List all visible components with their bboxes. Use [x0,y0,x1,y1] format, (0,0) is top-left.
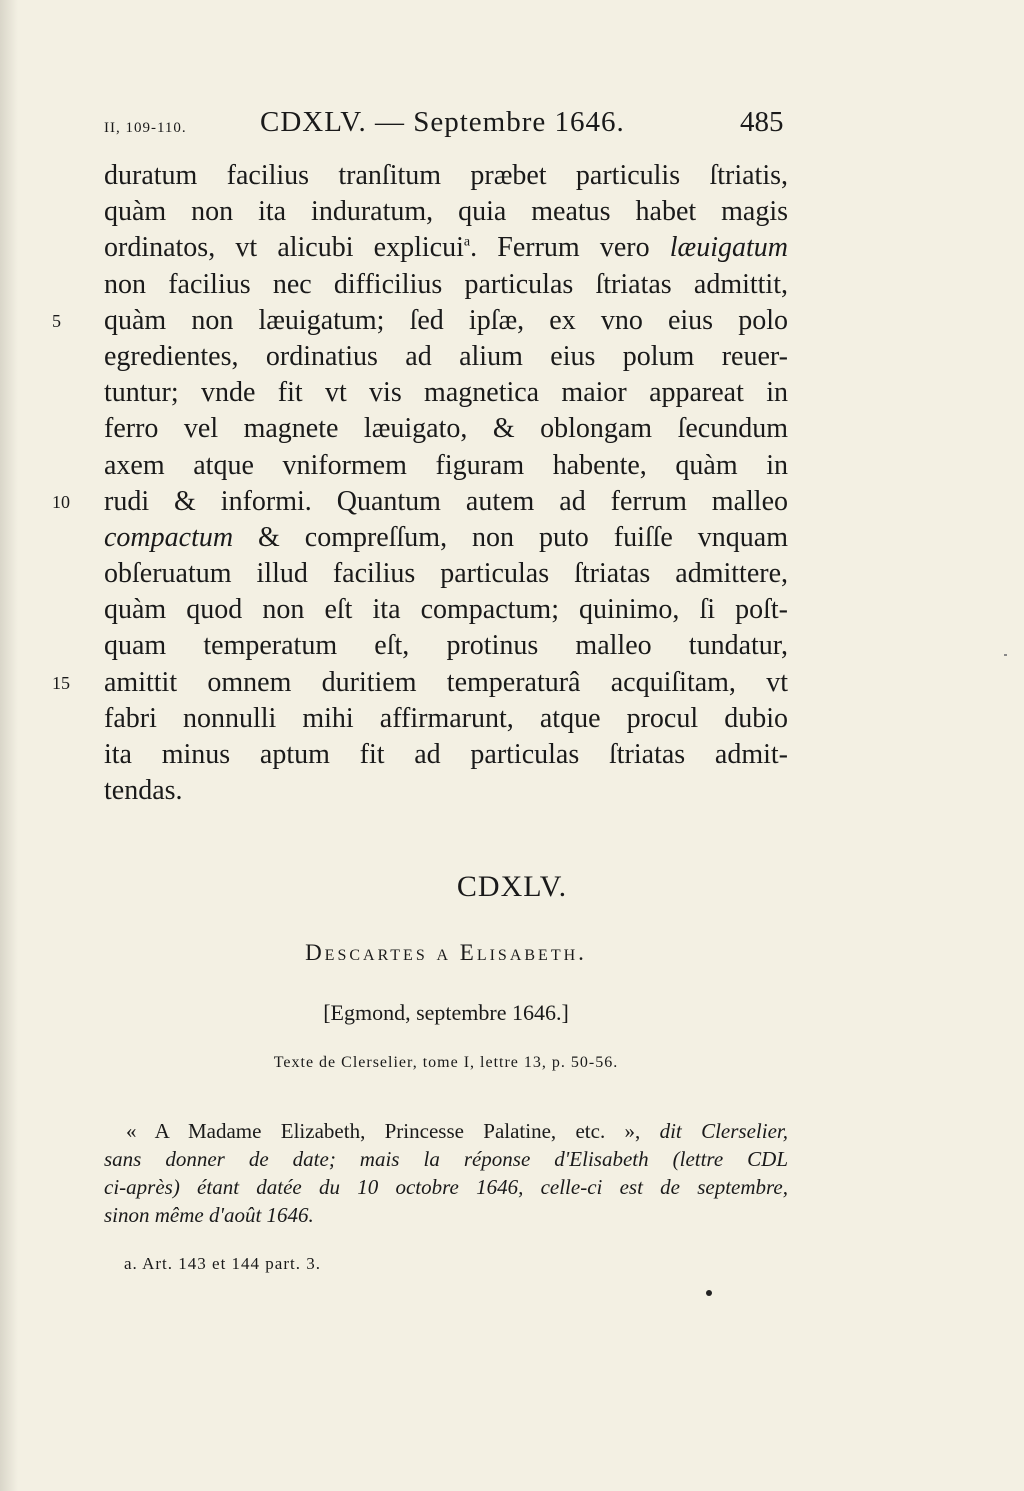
text-line [104,628,788,664]
note-line: sinon même d'août 1646. [104,1203,314,1227]
text-line [104,520,788,556]
line-text: quàm quod non eſt ita compactum; quinimo, ſi poſt- [104,594,788,626]
text-line [104,375,788,411]
text-line [104,194,788,230]
page-number: 485 [740,106,784,138]
text-line [104,339,788,375]
line-number: 15 [52,672,70,693]
line-text: quam temperatum eſt, protinus malleo tundatur, [104,630,788,662]
footnote-marker: a [463,235,471,251]
footnote: a. Art. 143 et 144 part. 3. [124,1254,321,1273]
text-line [104,448,788,484]
text-line [104,592,788,628]
running-head-title: CDXLV. — Septembre 1646. [260,106,625,138]
line-text: rudi & informi. Quantum autem ad ferrum malleo [104,485,788,517]
margin-mark [1004,654,1007,656]
line-text: axem atque vniformem figuram habente, quàm in [104,449,788,481]
letter-heading: Descartes a Elisabeth. [305,940,587,965]
line-text: tuntur; vnde fit vt vis magnetica maior appareat in [104,377,788,409]
running-head [0,106,1024,146]
line-text: egredientes, ordinatius ad alium eius polum reuer- [104,340,788,372]
text-line [52,303,788,339]
line-text: amittit omnem duritiem temperaturâ acquiſitam, vt [104,666,788,698]
line-text: fabri nonnulli mihi affirmarunt, atque procul dubio [104,702,788,734]
body-text [52,158,788,809]
text-line [104,773,788,809]
page-edge-shadow [0,0,18,1491]
line-text: tendas. [104,775,183,807]
text-line [104,267,788,303]
text-line [52,665,788,701]
text-line [104,411,788,447]
line-text: duratum facilius tranſitum præbet particulis ſtriatis, [104,160,788,191]
letter-source: Texte de Clerselier, tome I, lettre 13, p. 50-56. [273,1054,619,1071]
line-text: ferro vel magnete læuigato, & oblongam ſecundum [104,413,788,445]
text-line [104,556,788,592]
line-text: quàm non ita induratum, quia meatus habet magis [104,196,788,228]
text-line [104,158,788,194]
text-line [104,701,788,737]
running-head-reference: II, 109-110. [104,120,187,136]
line-text: obſeruatum illud facilius particulas ſtriatas admittere, [104,558,788,590]
line-text: compactum & compreſſum, non puto fuiſſe vnquam [104,521,788,553]
note-line: ci-après) étant datée du 10 octobre 1646, celle-ci est de septembre, [104,1175,788,1199]
line-number: 10 [52,491,70,512]
text-line [52,484,788,520]
note-line: « A Madame Elizabeth, Princesse Palatine, etc. », dit Clerselier, [126,1119,788,1143]
line-text: non facilius nec difficilius particulas ſtriatas admittit, [104,268,788,300]
text-line [104,230,788,266]
line-text: ordinatos, vt alicubi explicui$^a$. Ferrum vero læuigatum [104,232,788,264]
line-text: ita minus aptum fit ad particulas ſtriatas admit- [104,739,788,770]
editorial-note [104,1117,788,1229]
ink-speck [706,1290,712,1296]
letter-date: [Egmond, septembre 1646.] [323,1000,569,1025]
note-line: sans donner de date; mais la réponse d'Elisabeth (lettre CDL [104,1147,788,1171]
text-line [104,737,788,773]
line-text: quàm non læuigatum; ſed ipſæ, ex vno eius polo [104,304,788,336]
letter-number: CDXLV. [456,870,568,903]
line-number: 5 [52,310,61,331]
